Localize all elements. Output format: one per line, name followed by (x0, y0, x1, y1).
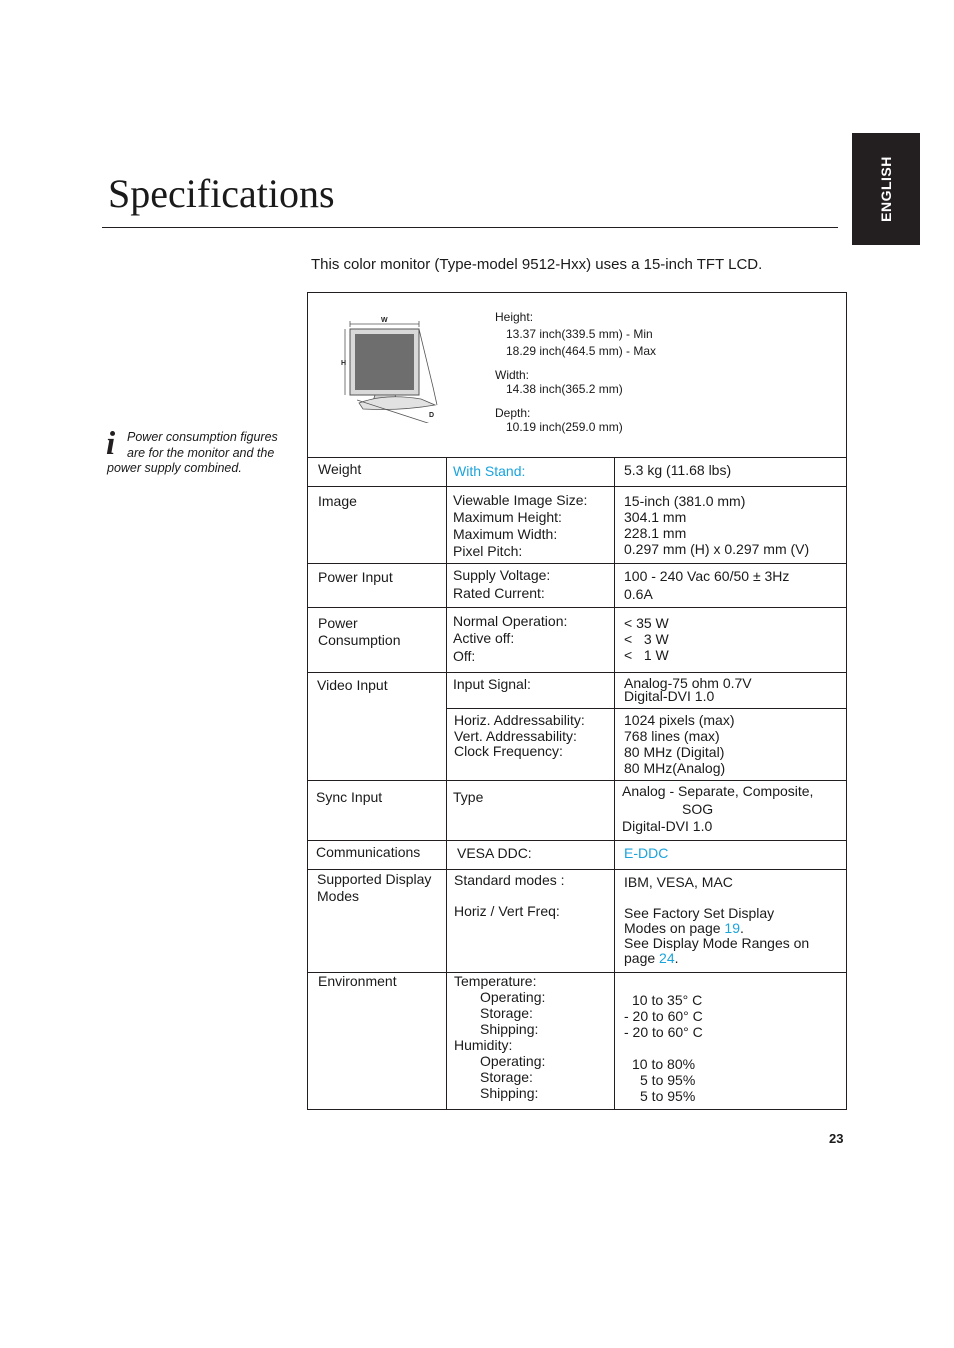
temperature-value: - 20 to 60° C (624, 1008, 703, 1024)
row-label-display-modes: Supported Display (317, 871, 432, 887)
row-label-power-consumption: Power (318, 615, 358, 631)
info-icon: i (106, 426, 116, 462)
row-label-display-modes: Modes (317, 888, 360, 904)
display-modes-value-line: page 24. (624, 950, 679, 966)
page-title: Specifications (108, 171, 335, 216)
row-label-power-consumption: Consumption (318, 632, 401, 648)
row-label-sync-input: Sync Input (316, 789, 383, 805)
row-label-image: Image (318, 493, 357, 509)
image-value: 228.1 mm (624, 525, 687, 541)
row-label-communications: Communications (316, 844, 421, 860)
row-label-power-input: Power Input (318, 569, 393, 585)
humidity-value: 5 to 95% (640, 1072, 696, 1088)
image-key: Maximum Width: (453, 526, 558, 542)
display-modes-value: See Display Mode Ranges on (624, 935, 810, 951)
diagram-label-w: W (381, 317, 388, 324)
image-key: Maximum Height: (453, 509, 562, 525)
display-modes-key: Standard modes : (454, 872, 565, 888)
diagram-label-h: H (341, 360, 347, 367)
page-19-link[interactable]: 19 (724, 920, 740, 936)
display-modes-value: See Factory Set Display (624, 905, 775, 921)
sync-value: Digital-DVI 1.0 (622, 818, 713, 834)
image-key: Viewable Image Size: (453, 492, 588, 508)
temperature-value: 10 to 35° C (632, 992, 703, 1008)
note-line: are for the monitor and the (127, 446, 275, 460)
power-consumption-key: Normal Operation: (453, 613, 568, 629)
image-value: 304.1 mm (624, 509, 687, 525)
communications-key: VESA DDC: (457, 845, 532, 861)
power-input-key: Rated Current: (453, 585, 545, 601)
spec-table (307, 292, 847, 1110)
humidity-key: Storage: (480, 1069, 533, 1085)
width-value: 14.38 inch(365.2 mm) (506, 382, 623, 396)
sync-key: Type (453, 789, 484, 805)
depth-value: 10.19 inch(259.0 mm) (506, 420, 623, 434)
power-consumption-key: Off: (453, 648, 476, 664)
e-ddc-link[interactable]: E-DDC (624, 845, 669, 861)
video-value: 80 MHz (Digital) (624, 744, 725, 760)
weight-key-link[interactable]: With Stand: (453, 463, 526, 479)
language-tab (852, 133, 920, 245)
monitor-dimension-diagram (341, 313, 451, 423)
note-line: power supply combined. (107, 461, 242, 475)
height-min-value: 13.37 inch(339.5 mm) - Min (506, 327, 653, 341)
title-divider (102, 227, 838, 228)
temperature-label: Temperature: (454, 973, 537, 989)
power-consumption-key: Active off: (453, 630, 515, 646)
image-key: Pixel Pitch: (453, 543, 523, 559)
temperature-key: Operating: (480, 989, 546, 1005)
power-consumption-value: < 3 W (624, 631, 669, 647)
note-line: Power consumption figures (127, 430, 278, 444)
temperature-value: - 20 to 60° C (624, 1024, 703, 1040)
humidity-label: Humidity: (454, 1037, 513, 1053)
depth-label: Depth: (495, 406, 531, 420)
temperature-key: Shipping: (480, 1021, 539, 1037)
row-label-video-input: Video Input (317, 677, 388, 693)
video-value: 80 MHz(Analog) (624, 760, 726, 776)
humidity-value: 5 to 95% (640, 1088, 696, 1104)
language-tab-label: ENGLISH (878, 156, 894, 222)
video-key: Horiz. Addressability: (454, 712, 585, 728)
video-signal-value: Digital-DVI 1.0 (624, 688, 715, 704)
row-label-weight: Weight (318, 461, 362, 477)
height-max-value: 18.29 inch(464.5 mm) - Max (506, 344, 657, 358)
width-label: Width: (495, 368, 530, 382)
diagram-label-d: D (429, 412, 435, 419)
sync-value: SOG (682, 801, 714, 817)
display-modes-value: IBM, VESA, MAC (624, 874, 733, 890)
power-consumption-value: < 35 W (624, 615, 669, 631)
image-value: 15-inch (381.0 mm) (624, 493, 746, 509)
power-input-value: 100 - 240 Vac 60/50 ± 3Hz (624, 568, 790, 584)
weight-value: 5.3 kg (11.68 lbs) (624, 462, 732, 478)
humidity-value: 10 to 80% (632, 1056, 696, 1072)
row-label-environment: Environment (318, 973, 397, 989)
power-input-value: 0.6A (624, 586, 653, 602)
image-value: 0.297 mm (H) x 0.297 mm (V) (624, 541, 810, 557)
temperature-key: Storage: (480, 1005, 533, 1021)
video-key: Vert. Addressability: (454, 728, 577, 744)
display-modes-key: Horiz / Vert Freq: (454, 903, 560, 919)
video-value: 768 lines (max) (624, 728, 720, 744)
power-consumption-value: < 1 W (624, 647, 669, 663)
page-24-link[interactable]: 24 (659, 950, 675, 966)
video-key: Clock Frequency: (454, 743, 563, 759)
power-input-key: Supply Voltage: (453, 567, 551, 583)
video-signal-value: Analog-75 ohm 0.7V (624, 675, 752, 691)
display-modes-value-line: Modes on page 19. (624, 920, 744, 936)
video-signal-key: Input Signal: (453, 676, 531, 692)
humidity-key: Operating: (480, 1053, 546, 1069)
page-number: 23 (829, 1131, 844, 1146)
intro-text: This color monitor (Type-model 9512-Hxx) uses a 15-inch TFT LCD. (311, 256, 763, 273)
humidity-key: Shipping: (480, 1085, 539, 1101)
height-label: Height: (495, 310, 534, 324)
video-value: 1024 pixels (max) (624, 712, 735, 728)
sync-value: Analog - Separate, Composite, (622, 783, 814, 799)
